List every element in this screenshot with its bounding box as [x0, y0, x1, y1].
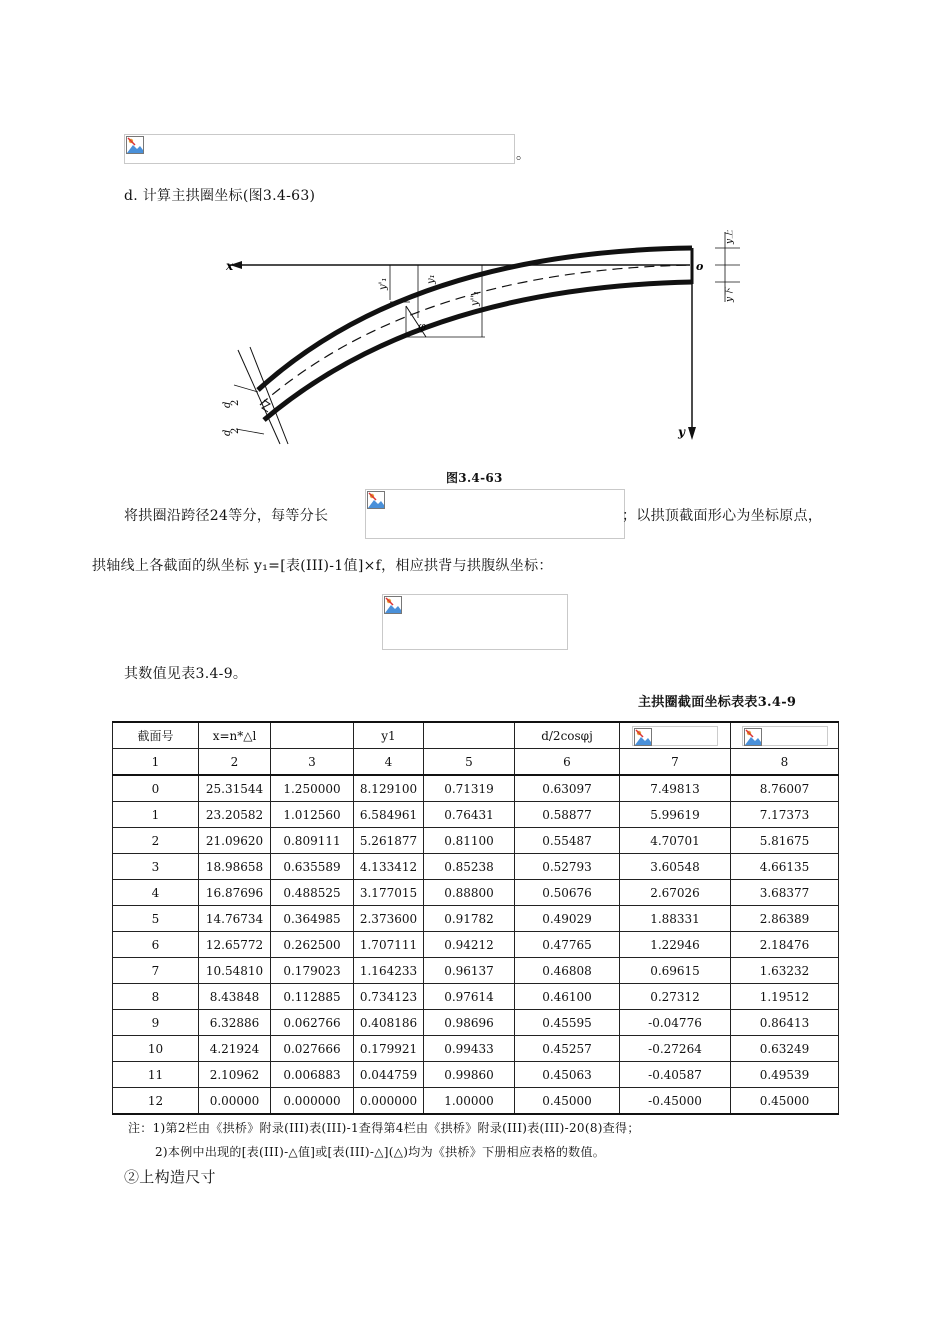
period-after-image: 。 — [516, 147, 531, 163]
origin-label: o — [696, 260, 704, 273]
formula-image-1 — [124, 134, 515, 164]
table-cell: 4 — [113, 880, 199, 906]
table-cell: 0.062766 — [271, 1010, 354, 1036]
table-cell: 0.809111 — [271, 828, 354, 854]
table-cell: 1.19512 — [731, 984, 839, 1010]
paragraph-1-end: ；以拱顶截面形心为坐标原点， — [622, 508, 823, 524]
table-cell: 1.164233 — [354, 958, 424, 984]
table-cell: 0.45063 — [515, 1062, 620, 1088]
table-header-row — [113, 722, 839, 749]
table-cell: 1 — [113, 802, 199, 828]
figure-caption: 图3.4-63 — [446, 471, 503, 485]
formula-image-3 — [382, 594, 568, 650]
table-cell: 0.262500 — [271, 932, 354, 958]
table-cell: 14.76734 — [199, 906, 271, 932]
table-cell: -0.27264 — [620, 1036, 731, 1062]
table-cell: 0.97614 — [424, 984, 515, 1010]
header-cell: x=n*△l — [199, 722, 271, 749]
table-cell: 0.86413 — [731, 1010, 839, 1036]
table-cell: 0.734123 — [354, 984, 424, 1010]
table-cell: 10 — [113, 1036, 199, 1062]
table-cell: 1.22946 — [620, 932, 731, 958]
table-cell: 5.261877 — [354, 828, 424, 854]
table-cell: 0.96137 — [424, 958, 515, 984]
table-cell: 0.71319 — [424, 775, 515, 802]
table-cell: 25.31544 — [199, 775, 271, 802]
col-number-cell: 2 — [199, 749, 271, 776]
table-row — [113, 984, 839, 1010]
table-cell: 0.006883 — [271, 1062, 354, 1088]
x-axis-label: x — [226, 259, 234, 273]
table-cell: 0.81100 — [424, 828, 515, 854]
step-d-heading: d. 计算主拱圈坐标(图3.4-63) — [124, 188, 316, 204]
broken-image-icon — [744, 728, 762, 746]
table-cell: -0.04776 — [620, 1010, 731, 1036]
table-cell: 5.99619 — [620, 802, 731, 828]
table-cell: 2.67026 — [620, 880, 731, 906]
y-axis-label: y — [678, 425, 685, 439]
table-row — [113, 1010, 839, 1036]
table-cell: 3 — [113, 854, 199, 880]
table-cell: 0.027666 — [271, 1036, 354, 1062]
table-cell: 0.85238 — [424, 854, 515, 880]
table-cell: 23.20582 — [199, 802, 271, 828]
table-cell: 0.112885 — [271, 984, 354, 1010]
table-cell: 8.43848 — [199, 984, 271, 1010]
table-cell: 0.58877 — [515, 802, 620, 828]
table-cell: 12 — [113, 1088, 199, 1115]
header-cell — [424, 722, 515, 749]
table-cell: 0.49539 — [731, 1062, 839, 1088]
table-row — [113, 932, 839, 958]
col-number-cell: 7 — [620, 749, 731, 776]
table-cell: 8.129100 — [354, 775, 424, 802]
table-cell: 7.49813 — [620, 775, 731, 802]
table-row — [113, 775, 839, 802]
table-row — [113, 1062, 839, 1088]
table-cell: 3.60548 — [620, 854, 731, 880]
table-cell: 5 — [113, 906, 199, 932]
col-number-cell: 3 — [271, 749, 354, 776]
phi-label: φ — [418, 320, 426, 333]
table-note-1: 注：1)第2栏由《拱桥》附录(III)表(III)-1查得第4栏由《拱桥》附录(III)表(III)-20(8)查得； — [128, 1121, 640, 1135]
col-number-cell: 5 — [424, 749, 515, 776]
table-cell: 0.49029 — [515, 906, 620, 932]
table-cell: 2 — [113, 828, 199, 854]
table-row — [113, 828, 839, 854]
table-row — [113, 802, 839, 828]
table-cell: 0.044759 — [354, 1062, 424, 1088]
table-cell: 7 — [113, 958, 199, 984]
arch-coordinate-diagram — [220, 222, 750, 450]
header-cell: y1 — [354, 722, 424, 749]
table-cell: 0.46100 — [515, 984, 620, 1010]
table-title: 主拱圈截面坐标表表3.4-9 — [638, 695, 797, 710]
table-cell: 0.99860 — [424, 1062, 515, 1088]
table-cell: 12.65772 — [199, 932, 271, 958]
table-cell: 1.012560 — [271, 802, 354, 828]
header-cell — [271, 722, 354, 749]
y-lower-label: y下 — [725, 287, 735, 302]
table-cell: 6.584961 — [354, 802, 424, 828]
table-cell: 0.63097 — [515, 775, 620, 802]
table-cell: -0.40587 — [620, 1062, 731, 1088]
broken-image-icon — [126, 136, 144, 154]
table-cell: 1.63232 — [731, 958, 839, 984]
table-cell: 0.635589 — [271, 854, 354, 880]
table-cell: 0.99433 — [424, 1036, 515, 1062]
table-row — [113, 1088, 839, 1115]
header-cell: d/2cosφj — [515, 722, 620, 749]
table-row — [113, 958, 839, 984]
table-cell: 3.177015 — [354, 880, 424, 906]
table-cell: 0.88800 — [424, 880, 515, 906]
y-upper-label: y上 — [725, 229, 735, 244]
header-formula-image-7 — [632, 726, 718, 746]
table-cell: 3.68377 — [731, 880, 839, 906]
table-cell: 21.09620 — [199, 828, 271, 854]
table-cell: 0.63249 — [731, 1036, 839, 1062]
table-cell: 6.32886 — [199, 1010, 271, 1036]
table-cell: 1.250000 — [271, 775, 354, 802]
table-cell: 0.91782 — [424, 906, 515, 932]
paragraph-2: 拱轴线上各截面的纵坐标 y₁=[表(III)-1值]×f，相应拱背与拱腹纵坐标： — [92, 558, 553, 574]
table-cell: 0 — [113, 775, 199, 802]
col-number-cell: 1 — [113, 749, 199, 776]
col-number-cell: 4 — [354, 749, 424, 776]
table-cell: 4.21924 — [199, 1036, 271, 1062]
table-cell: 0.76431 — [424, 802, 515, 828]
table-cell: 4.66135 — [731, 854, 839, 880]
table-cell: 16.87696 — [199, 880, 271, 906]
table-cell: 0.408186 — [354, 1010, 424, 1036]
table-cell: 0.46808 — [515, 958, 620, 984]
table-note-2: 2)本例中出现的[表(III)-△值]或[表(III)-△](△)均为《拱桥》下册相应表格的数值。 — [155, 1145, 606, 1159]
table-cell: 0.27312 — [620, 984, 731, 1010]
col-number-cell: 6 — [515, 749, 620, 776]
half-d-bottom-two: 2 — [230, 427, 241, 434]
header-cell-image — [731, 722, 839, 749]
table-cell: 11 — [113, 1062, 199, 1088]
table-row — [113, 854, 839, 880]
table-cell: 4.133412 — [354, 854, 424, 880]
table-cell: 0.45257 — [515, 1036, 620, 1062]
table-cell: 0.55487 — [515, 828, 620, 854]
table-cell: 0.98696 — [424, 1010, 515, 1036]
table-cell: 0.488525 — [271, 880, 354, 906]
table-cell: 0.00000 — [199, 1088, 271, 1115]
table-cell: 0.45595 — [515, 1010, 620, 1036]
table-cell: 0.47765 — [515, 932, 620, 958]
table-cell: 0.179921 — [354, 1036, 424, 1062]
table-cell: 0.364985 — [271, 906, 354, 932]
y-axis-arrow-icon — [688, 427, 696, 440]
table-cell: 0.45000 — [731, 1088, 839, 1115]
broken-image-icon — [634, 728, 652, 746]
table-cell: 0.50676 — [515, 880, 620, 906]
half-d-top-two: 2 — [230, 399, 241, 406]
header-cell-image — [620, 722, 731, 749]
table-cell: 1.00000 — [424, 1088, 515, 1115]
table-cell: 1.707111 — [354, 932, 424, 958]
table-cell: 0.179023 — [271, 958, 354, 984]
broken-image-icon — [367, 491, 385, 509]
half-d-bottom-label: d — [222, 429, 233, 436]
table-row — [113, 880, 839, 906]
table-cell: 0.000000 — [354, 1088, 424, 1115]
formula-image-2 — [365, 489, 625, 539]
table-column-number-row — [113, 749, 839, 776]
table-cell: 2.373600 — [354, 906, 424, 932]
table-cell: 9 — [113, 1010, 199, 1036]
paragraph-3: 其数值见表3.4-9。 — [124, 666, 248, 682]
col-number-cell: 8 — [731, 749, 839, 776]
table-cell: 8 — [113, 984, 199, 1010]
table-cell: 10.54810 — [199, 958, 271, 984]
table-cell: -0.45000 — [620, 1088, 731, 1115]
y1-prime-label: y'₁ — [378, 277, 389, 290]
coordinate-table — [112, 721, 839, 1115]
table-cell: 2.86389 — [731, 906, 839, 932]
table-cell: 0.69615 — [620, 958, 731, 984]
y1-label: y₁ — [426, 274, 437, 284]
header-formula-image-8 — [742, 726, 828, 746]
header-cell: 截面号 — [113, 722, 199, 749]
y1-double-prime-label: y''₁ — [470, 290, 481, 306]
table-cell: 4.70701 — [620, 828, 731, 854]
table-cell: 0.52793 — [515, 854, 620, 880]
table-row — [113, 1036, 839, 1062]
table-cell: 0.45000 — [515, 1088, 620, 1115]
broken-image-icon — [384, 596, 402, 614]
table-body — [113, 775, 839, 1114]
table-cell: 0.000000 — [271, 1088, 354, 1115]
table-cell: 7.17373 — [731, 802, 839, 828]
table-cell: 0.94212 — [424, 932, 515, 958]
table-cell: 8.76007 — [731, 775, 839, 802]
table-cell: 1.88331 — [620, 906, 731, 932]
table-cell: 5.81675 — [731, 828, 839, 854]
section-2-heading: ②上构造尺寸 — [124, 1168, 216, 1186]
table-cell: 2.10962 — [199, 1062, 271, 1088]
table-cell: 2.18476 — [731, 932, 839, 958]
paragraph-1-start: 将拱圈沿跨径24等分，每等分长 — [124, 508, 329, 524]
half-d-top-label: d — [222, 401, 233, 408]
table-cell: 18.98658 — [199, 854, 271, 880]
table-cell: 6 — [113, 932, 199, 958]
table-row — [113, 906, 839, 932]
